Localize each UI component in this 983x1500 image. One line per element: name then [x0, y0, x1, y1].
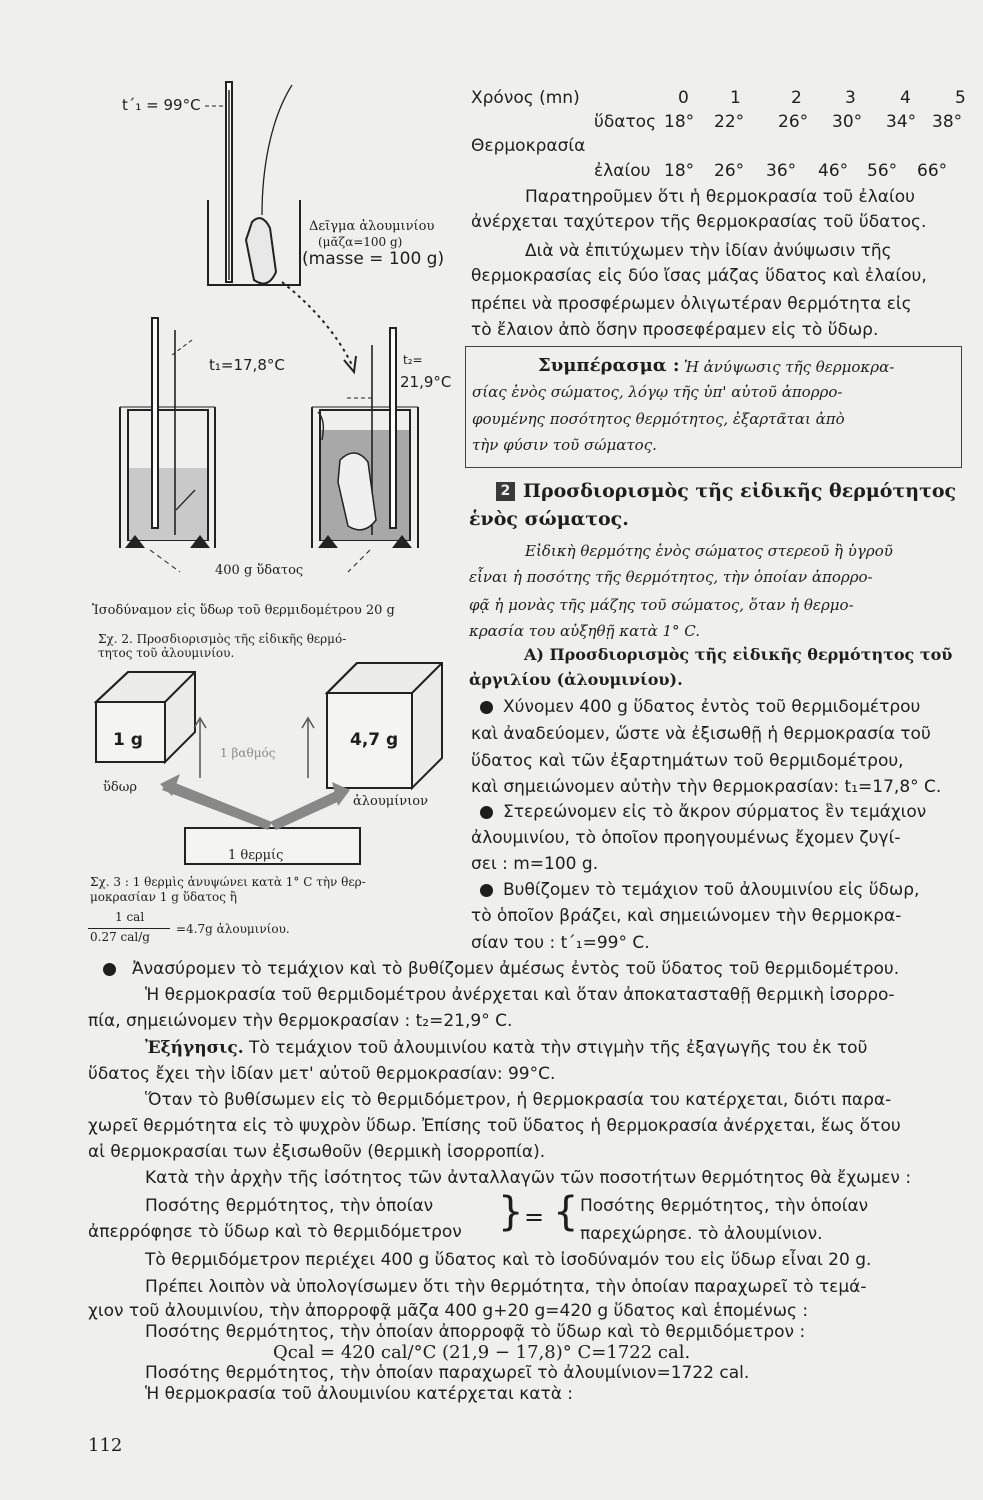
- table-water-1: 22°: [714, 112, 745, 132]
- equation-left-1: Ποσότης θερμότητος, τὴν ὁποίαν: [145, 1196, 434, 1216]
- figure3-frac-line: [88, 928, 170, 929]
- explanation-label: Ἐξήγησις.: [145, 1038, 244, 1058]
- equation-left-2: ἀπερρόφησε τὸ ὕδωρ καὶ τὸ θερμιδόμετρον: [88, 1222, 462, 1242]
- conclusion-line: τὴν φύσιν τοῦ σώματος.: [472, 436, 657, 454]
- equation-right-2: παρεχώρησε. τὸ ἀλουμίνιον.: [580, 1224, 823, 1244]
- final-line: Ποσότης θερμότητος, τὴν ὁποίαν ἀπορροφᾷ τὸ ὕδωρ καὶ τὸ θερμιδόμετρον :: [145, 1322, 806, 1342]
- table-time-label: Χρόνος (mn): [471, 88, 580, 108]
- table-oil-0: 18°: [664, 161, 695, 181]
- figure3-caption-1: Σχ. 3 : 1 θερμὶς ἀνυψώνει κατὰ 1° C τὴν θερ-: [90, 875, 366, 889]
- subsection-heading-1: Α) Προσδιορισμὸς τῆς εἰδικῆς θερμότητος τοῦ: [524, 645, 953, 664]
- table-time-0: 0: [678, 88, 689, 108]
- explanation-line: Κατὰ τὴν ἀρχὴν τῆς ἰσότητος τῶν ἀνταλλαγῶν τῶν ποσοτήτων θερμότητος θὰ ἔχωμεν :: [145, 1168, 912, 1188]
- definition-line: Εἰδικὴ θερμότης ἑνὸς σώματος στερεοῦ ἢ ὑγροῦ: [525, 542, 893, 560]
- figure-3-cubes-diagram: [0, 650, 470, 880]
- table-water-2: 26°: [778, 112, 809, 132]
- figure3-frac-rest: =4.7g ἀλουμινίου.: [176, 922, 290, 936]
- table-oil-1: 26°: [714, 161, 745, 181]
- table-water-label: ὕδατος: [594, 112, 657, 132]
- figure2-sample-mass-fr: (masse = 100 g): [302, 249, 445, 269]
- figure2-t1prime: t΄₁ = 99°C: [122, 96, 201, 114]
- figure3-al-word: ἀλουμίνιον: [353, 794, 429, 809]
- table-water-5: 38°: [932, 112, 963, 132]
- step-line: Ἀνασύρομεν τὸ τεμάχιον καὶ τὸ βυθίζομεν ἀμέσως ἐντὸς τοῦ ὕδατος τοῦ θερμιδομέτρου.: [132, 959, 900, 979]
- section-heading-1: Προσδιορισμὸς τῆς εἰδικῆς θερμότητος: [523, 480, 957, 502]
- bullet-icon: [103, 963, 116, 976]
- equation-right-brace: {: [553, 1189, 579, 1235]
- section-heading-2: ἑνὸς σώματος.: [469, 508, 629, 530]
- figure2-sample-label: Δεῖγμα ἀλουμινίου: [309, 219, 435, 234]
- explanation-line: Ὅταν τὸ βυθίσωμεν εἰς τὸ θερμιδόμετρον, ἡ θερμοκρασία του κατέρχεται, διότι παρα-: [145, 1090, 892, 1110]
- table-water-3: 30°: [832, 112, 863, 132]
- paragraph-line: τὸ ἔλαιον ἀπὸ ὅσην προσεφέραμεν εἰς τὸ ὕδωρ.: [471, 320, 879, 340]
- final-line: Ποσότης θερμότητος, τὴν ὁποίαν παραχωρεῖ τὸ ἀλουμίνιον=1722 cal.: [145, 1363, 750, 1383]
- definition-line: εἶναι ἡ ποσότης τῆς θερμότητος, τὴν ὁποίαν ἀπορρο-: [469, 568, 873, 586]
- explanation-line: ὕδατος ἔχει τὴν ἰδίαν μετ' αὐτοῦ θερμοκρασίαν: 99°C.: [88, 1064, 556, 1084]
- equation-left-brace: }: [498, 1189, 524, 1235]
- definition-line: φᾷ ἡ μονὰς τῆς μάζης τοῦ σώματος, ὅταν ἡ θερμο-: [469, 596, 854, 614]
- table-oil-3: 46°: [818, 161, 849, 181]
- final-line: Πρέπει λοιπὸν νὰ ὑπολογίσωμεν ὅτι τὴν θερμότητα, τὴν ὁποίαν παραχωρεῖ τὸ τεμά-: [145, 1277, 867, 1297]
- figure-2-calorimeter-diagram: [0, 0, 470, 600]
- step-line: καὶ ἀναδεύομεν, ὥστε νὰ ἐξισωθῇ ἡ θερμοκρασία τοῦ: [471, 724, 931, 744]
- final-line: Ἡ θερμοκρασία τοῦ ἀλουμινίου κατέρχεται κατὰ :: [145, 1384, 574, 1404]
- paragraph-line: Διὰ νὰ ἐπιτύχωμεν τὴν ἰδίαν ἀνύψωσιν τῆς: [525, 241, 892, 261]
- subsection-heading-2: ἀργιλίου (ἀλουμινίου).: [469, 670, 683, 689]
- explanation-line: αἱ θερμοκρασίαι των ἐξισωθοῦν (θερμικὴ ἰσορροπία).: [88, 1142, 546, 1162]
- table-oil-4: 56°: [867, 161, 898, 181]
- table-time-2: 2: [791, 88, 802, 108]
- figure3-water-word: ὕδωρ: [103, 780, 137, 795]
- page-number: 112: [88, 1435, 123, 1456]
- figure2-caption-1: Σχ. 2. Προσδιορισμὸς τῆς εἰδικῆς θερμό-: [98, 632, 347, 646]
- step-line: Στερεώνομεν εἰς τὸ ἄκρον σύρματος ἓν τεμάχιον: [503, 802, 927, 822]
- figure3-frac-den: 0.27 cal/g: [90, 930, 150, 944]
- final-line: χιον τοῦ ἀλουμινίου, τὴν ἀπορροφᾷ μᾶζα 400 g+20 g=420 g ὕδατος καὶ ἑπομένως :: [88, 1301, 809, 1321]
- conclusion-line: Ἡ ἀνύψωσις τῆς θερμοκρα-: [684, 358, 895, 376]
- paragraph-line: ἀνέρχεται ταχύτερον τῆς θερμοκρασίας τοῦ ὕδατος.: [471, 212, 927, 232]
- table-time-5: 5: [955, 88, 966, 108]
- step-line: τὸ ὁποῖον βράζει, καὶ σημειώνομεν τὴν θερμοκρα-: [471, 906, 902, 926]
- table-time-4: 4: [900, 88, 911, 108]
- figure2-t2-b: 21,9°C: [400, 373, 452, 391]
- figure2-t1: t₁=17,8°C: [209, 356, 285, 374]
- step-line: Ἡ θερμοκρασία τοῦ θερμιδομέτρου ἀνέρχεται καὶ ὅταν ἀποκατασταθῇ θερμικὴ ἰσορρο-: [145, 985, 895, 1005]
- table-time-3: 3: [845, 88, 856, 108]
- step-line: Βυθίζομεν τὸ τεμάχιον τοῦ ἀλουμινίου εἰς ὕδωρ,: [503, 880, 920, 900]
- conclusion-line: φουμένης ποσότητος θερμότητος, ἐξαρτᾶται ἀπὸ: [472, 410, 845, 428]
- conclusion-title: Συμπέρασμα :: [538, 355, 680, 376]
- bullet-icon: [480, 701, 493, 714]
- step-line: σει : m=100 g.: [471, 854, 599, 874]
- bullet-icon: [480, 806, 493, 819]
- table-water-4: 34°: [886, 112, 917, 132]
- explanation-text: Τὸ τεμάχιον τοῦ ἀλουμινίου κατὰ τὴν στιγμὴν τῆς ἐξαγωγῆς του ἐκ τοῦ: [249, 1038, 868, 1058]
- step-line: ἀλουμινίου, τὸ ὁποῖον προηγουμένως ἔχομεν ζυγί-: [471, 828, 901, 848]
- table-oil-label: ἐλαίου: [594, 161, 651, 181]
- final-formula: Qcal = 420 cal/°C (21,9 − 17,8)° C=1722 cal.: [273, 1342, 691, 1363]
- equation-right-1: Ποσότης θερμότητος, τὴν ὁποίαν: [580, 1196, 869, 1216]
- table-oil-5: 66°: [917, 161, 948, 181]
- table-water-0: 18°: [664, 112, 695, 132]
- step-line: Χύνομεν 400 g ὕδατος ἐντὸς τοῦ θερμιδομέτρου: [503, 697, 921, 717]
- figure2-sample-mass-gr: (μᾶζα=100 g): [318, 235, 403, 249]
- paragraph-line: Παρατηροῦμεν ὅτι ἡ θερμοκρασία τοῦ ἐλαίου: [525, 187, 915, 207]
- figure3-calorie: 1 θερμίς: [228, 848, 284, 863]
- table-oil-2: 36°: [766, 161, 797, 181]
- figure3-degree: 1 βαθμός: [220, 746, 276, 760]
- paragraph-line: πρέπει νὰ προσφέρωμεν ὀλιγωτέραν θερμότητα εἰς: [471, 294, 912, 314]
- figure3-frac-num: 1 cal: [115, 910, 145, 924]
- explanation-line: χωρεῖ θερμότητα εἰς τὸ ψυχρὸν ὕδωρ. Ἐπίσης τοῦ ὕδατος ἡ θερμοκρασία ἀνέρχεται, ἕως ὅτου: [88, 1116, 901, 1136]
- step-line: καὶ σημειώνομεν αὐτὴν τὴν θερμοκρασίαν: t₁=17,8° C.: [471, 777, 942, 797]
- explanation-line-1: [145, 1038, 867, 1058]
- conclusion-line: σίας ἑνὸς σώματος, λόγῳ τῆς ὑπ' αὐτοῦ ἀπορρο-: [472, 383, 843, 401]
- paragraph-line: θερμοκρασίας εἰς δύο ἴσας μάζας ὕδατος καὶ ἐλαίου,: [471, 266, 927, 286]
- definition-line: κρασία του αὐξηθῇ κατὰ 1° C.: [469, 622, 700, 640]
- figure3-cube-water: 1 g: [113, 730, 143, 750]
- figure3-cube-al: 4,7 g: [350, 730, 399, 750]
- bullet-icon: [480, 884, 493, 897]
- figure2-caption-2: τητος τοῦ ἀλουμινίου.: [98, 646, 235, 660]
- step-line: πία, σημειώνομεν τὴν θερμοκρασίαν : t₂=21,9° C.: [88, 1011, 513, 1031]
- section-number-badge: 2: [496, 482, 515, 501]
- equation-equals: =: [524, 1203, 545, 1231]
- figure2-t2-a: t₂=: [403, 353, 423, 367]
- table-temp-label: Θερμοκρασία: [471, 136, 586, 156]
- step-line: σίαν του : t΄₁=99° C.: [471, 933, 650, 953]
- final-line: Τὸ θερμιδόμετρον περιέχει 400 g ὕδατος καὶ τὸ ἰσοδύναμόν του εἰς ὕδωρ εἶναι 20 g.: [145, 1250, 872, 1270]
- figure2-equivalent: Ἰσοδύναμον εἰς ὕδωρ τοῦ θερμιδομέτρου 20 g: [92, 603, 395, 618]
- table-time-1: 1: [730, 88, 741, 108]
- figure3-caption-2: μοκρασίαν 1 g ὕδατος ἢ: [90, 890, 237, 904]
- figure2-water-label: 400 g ὕδατος: [215, 563, 304, 578]
- step-line: ὕδατος καὶ τῶν ἐξαρτημάτων τοῦ θερμιδομέτρου,: [471, 751, 904, 771]
